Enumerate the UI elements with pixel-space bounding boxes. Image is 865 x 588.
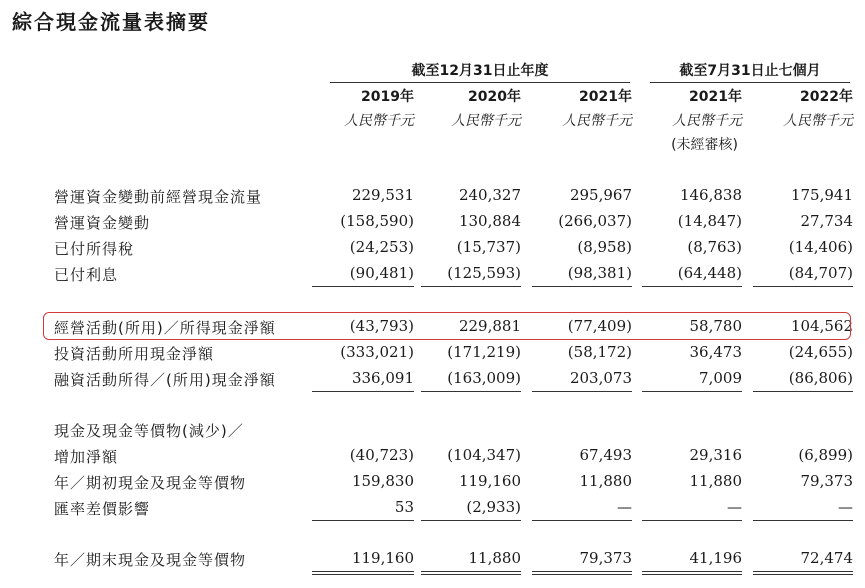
table-cell: 11,880	[579, 472, 632, 490]
table-row	[0, 264, 865, 288]
table-cell: 7,009	[699, 369, 742, 387]
table-row	[0, 212, 865, 236]
row-label: 匯率差價影響	[54, 500, 151, 518]
table-row	[0, 472, 865, 496]
table-row	[0, 186, 865, 210]
column-unit: 人民幣千元	[451, 113, 521, 129]
table-cell: (171,219)	[447, 343, 521, 361]
row-label: 現金及現金等價物(減少)／	[54, 422, 244, 440]
table-cell: (24,655)	[788, 343, 853, 361]
table-cell: (266,037)	[558, 212, 632, 230]
table-cell: 11,880	[468, 549, 521, 567]
table-cell: 79,373	[579, 549, 632, 567]
table-cell: (8,763)	[687, 238, 742, 256]
table-cell: 203,073	[569, 369, 632, 387]
table-cell: (163,009)	[447, 369, 521, 387]
column-year-2021-interim: 2021年	[689, 89, 742, 105]
column-unit: 人民幣千元	[672, 113, 742, 129]
table-row	[0, 549, 865, 573]
row-label: 經營活動(所用)／所得現金淨額	[54, 319, 276, 337]
table-cell: 175,941	[790, 186, 853, 204]
page-title: 綜合現金流量表摘要	[12, 10, 210, 34]
table-row	[0, 369, 865, 393]
table-cell: —	[727, 498, 742, 516]
table-cell: 41,196	[689, 549, 742, 567]
subtotal-rule	[312, 286, 414, 287]
subtotal-rule	[753, 391, 853, 392]
table-cell: 67,493	[579, 446, 632, 464]
row-label: 年／期末現金及現金等價物	[54, 551, 247, 569]
column-year-2019: 2019年	[361, 89, 414, 105]
table-cell: 240,327	[458, 186, 521, 204]
total-rule	[532, 571, 632, 572]
table-cell: (98,381)	[567, 264, 632, 282]
subtotal-rule	[312, 520, 414, 521]
total-rule	[312, 574, 414, 575]
table-cell: (86,806)	[788, 369, 853, 387]
column-year-2021: 2021年	[579, 89, 632, 105]
table-cell: (14,406)	[788, 238, 853, 256]
row-label: 已付利息	[54, 266, 119, 284]
subtotal-rule	[753, 286, 853, 287]
table-cell: 53	[394, 498, 414, 516]
table-cell: (15,737)	[456, 238, 521, 256]
total-rule	[753, 574, 853, 575]
table-cell: (64,448)	[677, 264, 742, 282]
column-unit: 人民幣千元	[783, 113, 853, 129]
table-cell: 11,880	[689, 472, 742, 490]
subtotal-rule	[642, 391, 742, 392]
total-rule	[642, 571, 742, 572]
table-row	[0, 498, 865, 522]
row-label: 投資活動所用現金淨額	[54, 345, 215, 363]
table-cell: 58,780	[689, 317, 742, 335]
row-label: 融資活動所得／(所用)現金淨額	[54, 371, 276, 389]
subtotal-rule	[532, 286, 632, 287]
table-row	[0, 343, 865, 367]
table-cell: 229,881	[458, 317, 521, 335]
subtotal-rule	[421, 391, 521, 392]
table-cell: (6,899)	[798, 446, 853, 464]
column-unit: 人民幣千元	[562, 113, 632, 129]
table-cell: (58,172)	[567, 343, 632, 361]
table-cell: 104,562	[790, 317, 853, 335]
row-label: 年／期初現金及現金等價物	[54, 474, 247, 492]
table-row	[0, 238, 865, 262]
table-cell: —	[838, 498, 853, 516]
subtotal-rule	[642, 286, 742, 287]
group-header-year-ended: 截至12月31日止年度	[411, 63, 549, 79]
table-cell: 295,967	[569, 186, 632, 204]
subtotal-rule	[312, 391, 414, 392]
table-cell: 130,884	[458, 212, 521, 230]
table-row	[0, 420, 865, 444]
table-cell: 229,531	[351, 186, 414, 204]
highlight-box	[43, 312, 851, 340]
row-label: 營運資金變動	[54, 214, 151, 232]
table-row	[0, 446, 865, 470]
table-cell: 36,473	[689, 343, 742, 361]
table-cell: —	[617, 498, 632, 516]
table-cell: (40,723)	[349, 446, 414, 464]
table-cell: 336,091	[351, 369, 414, 387]
table-cell: 159,830	[351, 472, 414, 490]
column-year-2022-interim: 2022年	[800, 89, 853, 105]
group-header-rule-1	[330, 82, 630, 83]
total-rule	[753, 571, 853, 572]
table-cell: (333,021)	[340, 343, 414, 361]
total-rule	[421, 571, 521, 572]
total-rule	[532, 574, 632, 575]
table-cell: (90,481)	[349, 264, 414, 282]
table-cell: (8,958)	[577, 238, 632, 256]
table-cell: (158,590)	[340, 212, 414, 230]
column-unit: 人民幣千元	[344, 113, 414, 129]
table-cell: (77,409)	[567, 317, 632, 335]
column-year-2020: 2020年	[468, 89, 521, 105]
table-cell: (14,847)	[677, 212, 742, 230]
table-cell: (2,933)	[466, 498, 521, 516]
subtotal-rule	[642, 520, 742, 521]
unaudited-note: (未經審核)	[671, 137, 738, 153]
group-header-rule-2	[650, 82, 850, 83]
subtotal-rule	[421, 286, 521, 287]
subtotal-rule	[532, 391, 632, 392]
total-rule	[421, 574, 521, 575]
row-label: 增加淨額	[54, 448, 119, 466]
table-cell: (104,347)	[447, 446, 521, 464]
row-label: 已付所得稅	[54, 240, 135, 258]
table-cell: (24,253)	[349, 238, 414, 256]
table-cell: 72,474	[800, 549, 853, 567]
table-cell: 119,160	[351, 549, 414, 567]
total-rule	[312, 571, 414, 572]
table-cell: 29,316	[689, 446, 742, 464]
table-cell: (125,593)	[447, 264, 521, 282]
table-cell: 27,734	[800, 212, 853, 230]
subtotal-rule	[421, 520, 521, 521]
row-label: 營運資金變動前經營現金流量	[54, 188, 263, 206]
subtotal-rule	[532, 520, 632, 521]
table-cell: (43,793)	[349, 317, 414, 335]
total-rule	[642, 574, 742, 575]
group-header-seven-months: 截至7月31日止七個月	[679, 63, 821, 79]
table-cell: 146,838	[679, 186, 742, 204]
table-cell: 79,373	[800, 472, 853, 490]
subtotal-rule	[753, 520, 853, 521]
table-cell: 119,160	[458, 472, 521, 490]
table-cell: (84,707)	[788, 264, 853, 282]
